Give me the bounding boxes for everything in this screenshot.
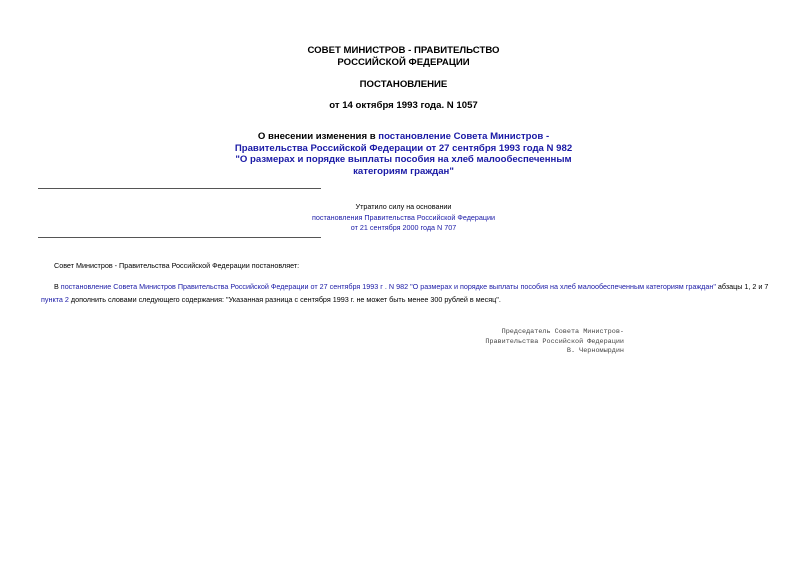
resolution-clause xyxy=(41,281,771,306)
issuer-heading xyxy=(0,45,807,68)
title-line-1 xyxy=(0,131,807,143)
repeal-notice-link-1[interactable]: постановления Правительства Российской Федерации xyxy=(311,212,496,222)
title-link-part-2[interactable]: Правительства Российской Федерации от 27 сентября 1993 года N 982 xyxy=(234,142,573,154)
divider-bottom xyxy=(38,237,321,238)
repeal-notice-line-1: Утратило силу на основании xyxy=(355,202,452,211)
title-link-part-1[interactable]: постановление Совета Министров - xyxy=(378,131,550,142)
issuer-line-1: СОВЕТ МИНИСТРОВ - ПРАВИТЕЛЬСТВО xyxy=(307,45,500,56)
clause-middle: абзацы 1, 2 и 7 xyxy=(715,282,769,291)
document-date-number: от 14 октября 1993 года. N 1057 xyxy=(329,100,478,111)
title-link-part-3[interactable]: "О размерах и порядке выплаты пособия на хлеб малообеспеченным xyxy=(235,154,572,165)
document-title xyxy=(0,131,807,177)
clause-point-link[interactable]: пункта 2 xyxy=(41,294,69,304)
resolution-intro: Совет Министров - Правительства Российской Федерации постановляет: xyxy=(54,261,300,270)
signature-line-2: Правительства Российской Федерации xyxy=(485,337,624,346)
issuer-line-2: РОССИЙСКОЙ ФЕДЕРАЦИИ xyxy=(337,56,470,68)
signature-name: В. Черномырдин xyxy=(566,347,624,356)
title-prefix: О внесении изменения в xyxy=(257,131,379,142)
repeal-notice xyxy=(240,202,567,234)
repeal-notice-link-2[interactable]: от 21 сентября 2000 года N 707 xyxy=(350,223,457,232)
divider-top xyxy=(38,188,321,189)
clause-resolution-link[interactable]: постановление Совета Министров Правительства Российской Федерации от 27 сентября 1993 г . N 982 "О размерах и порядке выплаты пособия на хлеб малообеспеченным категориям граждан" xyxy=(60,282,716,291)
signature-line-1: Председатель Совета Министров- xyxy=(501,328,624,336)
document-type: ПОСТАНОВЛЕНИЕ xyxy=(359,79,448,90)
signature-block xyxy=(440,328,624,357)
title-link-part-4[interactable]: категориям граждан" xyxy=(353,165,454,177)
clause-suffix: дополнить словами следующего содержания: "Указанная разница с сентября 1993 г. не может быть менее 300 рублей в месяц". xyxy=(68,294,501,304)
clause-prefix: В xyxy=(54,282,61,291)
